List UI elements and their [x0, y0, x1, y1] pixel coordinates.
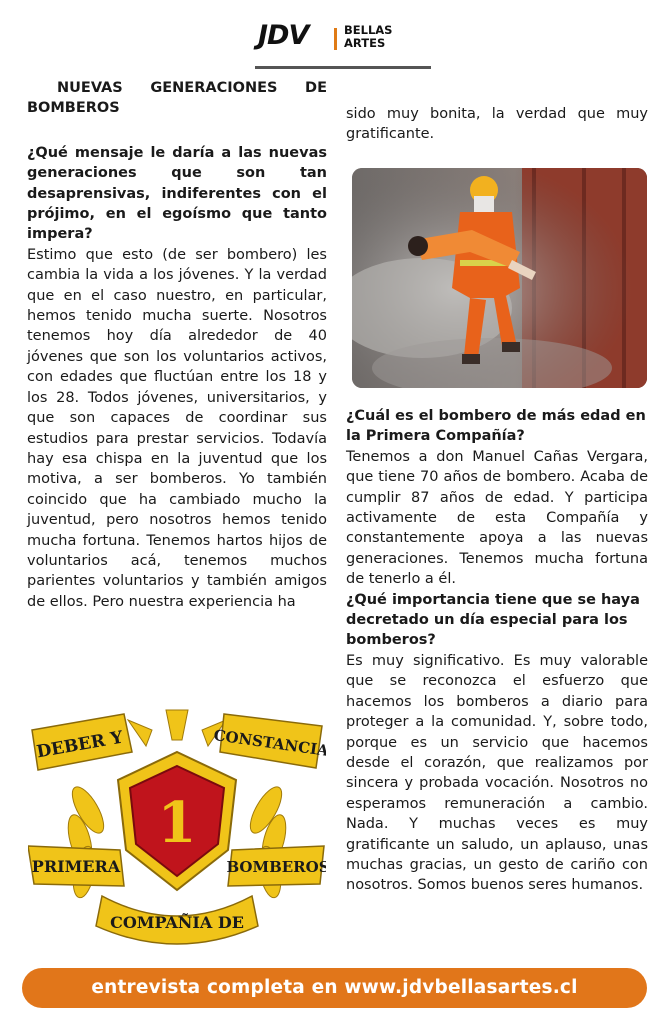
primera-compania-badge — [28, 700, 326, 956]
footer-banner[interactable]: entrevista completa en www.jdvbellasartes.cl — [22, 968, 647, 1008]
question-1: ¿Qué mensaje le daría a las nuevas generaciones que son tan desaprensivas, indiferentes con el prójimo, en el egoísmo que tanto impera? — [27, 144, 327, 243]
logo-line-2: ARTES — [344, 36, 386, 50]
bellas-artes-logo-text — [344, 24, 392, 50]
right-column-bottom — [346, 406, 648, 896]
question-2: ¿Cuál es el bombero de más edad en la Primera Compañía? — [346, 408, 646, 445]
question-3: ¿Qué importancia tiene que se haya decretado un día especial para los bomberos? — [346, 591, 640, 649]
logo-divider — [334, 28, 337, 50]
answer-1-part-2: sido muy bonita, la verdad que muy gratificante. — [346, 106, 648, 143]
article-title: NUEVAS GENERACIONES DE BOMBEROS — [27, 80, 327, 117]
answer-3: Es muy significativo. Es muy valorable que se reconozca el esfuerzo que hacemos los bomberos a diario para proteger a la comunidad. Y, sobre todo, porque es un servicio que hacemos desde el corazón, que realizamos por sincera y probada vocación. Nosotros no esperamos remuneración a cambio. Nada. Y muchas veces es muy gratificante un saludo, un aplauso, unas muchas gracias, un gesto de cariño con nosotros. Somos buenos seres humanos. — [346, 652, 648, 894]
answer-2: Tenemos a don Manuel Cañas Vergara, que tiene 70 años de bombero. Acaba de cumplir 87 años de edad. Y participa activamente de esta Compañía y constantemente apoya a las nuevas generaciones. Tenemos mucha fortuna de tenerlo a él. — [346, 448, 648, 588]
firefighter-photo — [352, 168, 647, 388]
badge-ribbon-bomberos: BOMBEROS — [226, 858, 326, 876]
badge-ribbon-bottom: COMPAÑIA DE — [110, 913, 244, 932]
right-column-top — [346, 104, 648, 145]
header-rule — [255, 66, 431, 69]
firefighter-rescue-image — [352, 168, 647, 388]
badge-number: 1 — [157, 790, 197, 856]
badge-ribbon-left: DEBER Y — [35, 727, 125, 763]
logo-line-1: BELLAS — [344, 23, 393, 37]
jdv-logo-mark: JDV — [258, 20, 309, 51]
answer-1-part-1: Estimo que esto (de ser bombero) les cambia la vida a los jóvenes. Y la verdad que en el caso nuestro, en particular, hemos tenido mucha suerte. Nosotros tenemos hoy día alrededor de 40 jóvenes que son los voluntarios activos, con edades que fluctúan entre los 18 y los 28. Todos jóvenes, universitarios, y que son capaces de coordinar sus estudios para prestar servicios. Todavía hay esa chispa en la juventud que los motiva, a ser bomberos. Yo también coincido que ha cambiado mucho la juventud, pero nosotros hemos tenido mucha fortuna. Tenemos hartos hijos de voluntarios acá, tenemos muchos parientes voluntarios y también amigos de ellos. Pero nuestra experiencia ha — [27, 246, 327, 610]
left-column — [27, 78, 327, 612]
badge-ribbon-primera: PRIMERA — [31, 857, 121, 876]
badge-ribbon-right: CONSTANCIA — [212, 726, 326, 760]
page-header — [0, 18, 663, 68]
firefighter-company-emblem — [28, 700, 326, 956]
